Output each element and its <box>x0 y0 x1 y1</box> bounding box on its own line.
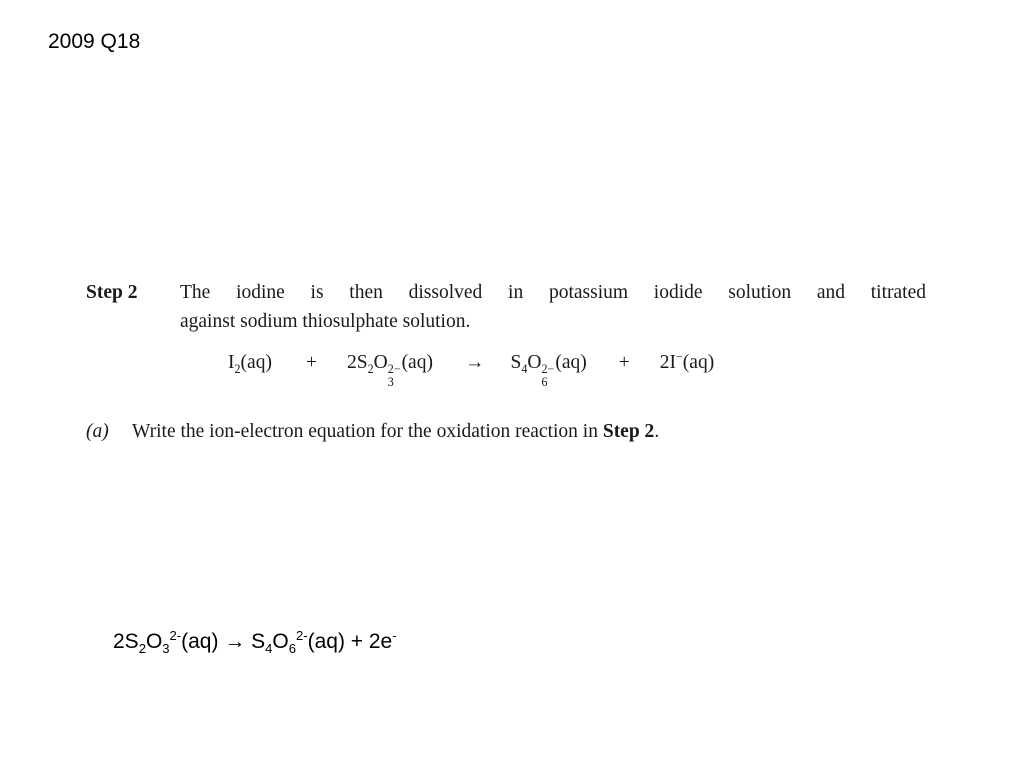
eq-arrow: → <box>464 352 485 373</box>
question-image <box>86 278 926 446</box>
part-a-label: (a) <box>86 420 109 442</box>
eq-term-iodine: $I_2(aq)$ <box>228 352 272 376</box>
slide-title: 2009 Q18 <box>48 30 141 53</box>
step-text-line-2: against sodium thiosulphate solution. <box>180 311 471 332</box>
step-2-row <box>86 278 926 336</box>
part-a-bold: Step 2 <box>602 420 655 442</box>
eq-plus-1: + <box>305 352 317 373</box>
answer-equation: $2S_2O_3^{2-}(aq) \to S_4O_6^{2-}(aq) + 2e^-$ <box>113 628 397 657</box>
answer-arrow-icon: → <box>224 630 246 653</box>
reaction-equation <box>228 349 926 390</box>
eq-term-thiosulphate: $2S_2O$ 2− 3 (aq) <box>346 352 433 390</box>
eq-plus-2: + <box>618 352 630 373</box>
step-label: Step 2 <box>86 282 138 303</box>
part-a-question: (a) Write the ion-electron equation for the oxidation reaction in Step 2. <box>86 417 926 446</box>
eq-term-iodide: 2I−(aq) <box>659 349 715 373</box>
step-text <box>180 278 926 336</box>
eq-term-tetrathionate: $S_4O$ 2− 6 (aq) <box>510 352 587 390</box>
step-text-line-1: The iodine is then dissolved in potassium iodide solution and titrated <box>180 282 926 303</box>
part-a-text: Write the ion-electron equation for the oxidation reaction in <box>132 420 598 442</box>
